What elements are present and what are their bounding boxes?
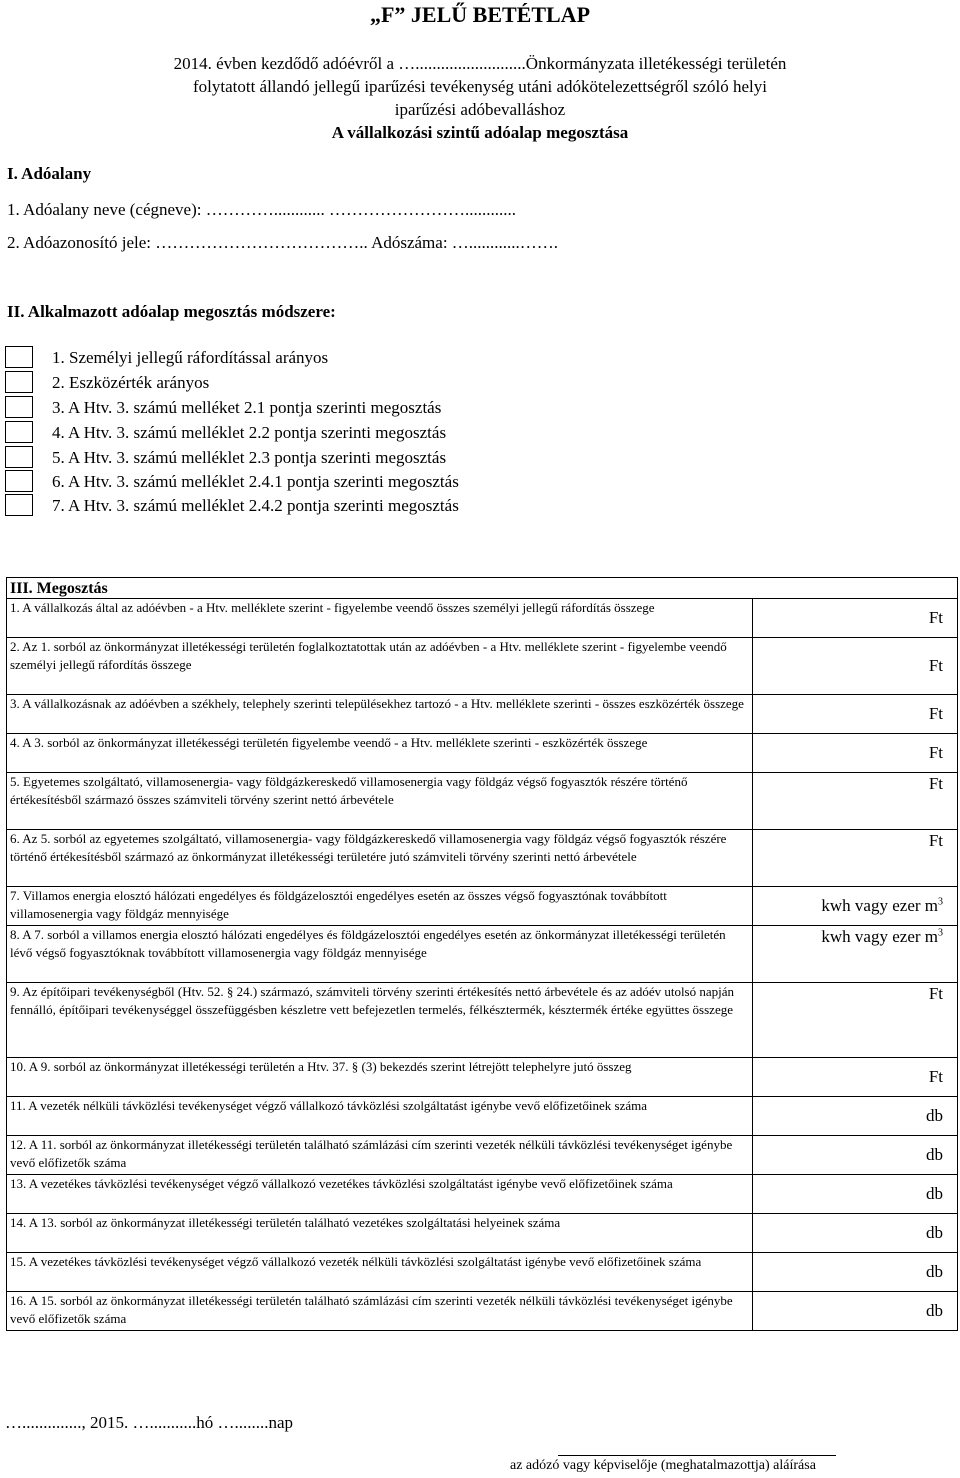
page-title: „F” JELŰ BETÉTLAP: [369, 2, 591, 27]
row-13-value[interactable]: [753, 1175, 958, 1214]
signature-label: az adózó vagy képviselője (meghatalmazottja) aláírása: [510, 1458, 816, 1473]
row-2-unit: Ft: [928, 656, 943, 675]
taxpayer-name-field[interactable]: 1. Adóalany neve (cégneve): …………............ ……………………............: [7, 200, 516, 219]
row-3-unit: Ft: [928, 704, 943, 723]
row-15-unit: db: [926, 1262, 943, 1281]
row-15-text: 15. A vezetékes távközlési tevékenységet végző vállalkozó vezeték nélküli távközlési szolgáltatást igénybe vevő előfizetőinek száma: [7, 1253, 753, 1292]
table-row: [7, 1136, 958, 1175]
table-row: [7, 599, 958, 638]
row-10-unit: Ft: [928, 1067, 943, 1086]
row-13-text: 13. A vezetékes távközlési tevékenységet végző vállalkozó vezetékes távközlési szolgáltatást igénybe vevő előfizetőinek száma: [7, 1175, 753, 1214]
row-15-value[interactable]: [753, 1253, 958, 1292]
option-2-label: 2. Eszközérték arányos: [52, 373, 210, 392]
section-3-heading: III. Megosztás: [7, 578, 958, 599]
table-header-row: [7, 578, 958, 599]
row-7-text: 7. Villamos energia elosztó hálózati engedélyes és földgázelosztói engedélyes esetén az összes végső fogyasztónak továbbított villamosenergia vagy földgáz mennyisége: [7, 887, 753, 926]
section-2-heading: II. Alkalmazott adóalap megosztás módszere:: [7, 302, 336, 321]
table-row: [7, 734, 958, 773]
row-3-value[interactable]: [753, 695, 958, 734]
row-8-value[interactable]: [753, 926, 958, 983]
row-10-value[interactable]: [753, 1058, 958, 1097]
row-4-value[interactable]: [753, 734, 958, 773]
option-1-checkbox[interactable]: [5, 346, 33, 368]
row-12-text: 12. A 11. sorból az önkormányzat illetékességi területén található számlázási cím szerinti vezeték nélküli távközlési tevékenységet igénybe vevő előfizetők száma: [7, 1136, 753, 1175]
row-2-text: 2. Az 1. sorból az önkormányzat illetékességi területén foglalkoztatottak után az adóévben - a Htv. melléklete szerint - figyelembe veendő személyi jellegű ráfordítás összege: [7, 638, 753, 695]
row-1-unit: Ft: [928, 608, 943, 627]
section-1-heading: I. Adóalany: [7, 164, 92, 183]
row-10-text: 10. A 9. sorból az önkormányzat illetékességi területén a Htv. 37. § (3) bekezdés szerint létrejött telephelyre jutó összeg: [7, 1058, 753, 1097]
row-9-value[interactable]: [753, 983, 958, 1058]
row-14-value[interactable]: [753, 1214, 958, 1253]
date-line[interactable]: ….............., 2015. …...........hó …........nap: [5, 1413, 294, 1432]
row-8-text: 8. A 7. sorból a villamos energia elosztó hálózati engedélyes és földgázelosztói engedélyes esetén az önkormányzat illetékességi területén lévő végső fogyasztóknak továbbított villamosenergia vagy földgáz mennyisége: [7, 926, 753, 983]
table-row: [7, 830, 958, 887]
row-9-unit: Ft: [928, 984, 943, 1003]
table-row: [7, 1253, 958, 1292]
option-7-label: 7. A Htv. 3. számú melléklet 2.4.2 pontja szerinti megosztás: [52, 496, 459, 515]
table-row: [7, 638, 958, 695]
row-11-text: 11. A vezeték nélküli távközlési tevékenységet végző vállalkozó távközlési szolgáltatást igénybe vevő előfizetőinek száma: [7, 1097, 753, 1136]
row-5-text: 5. Egyetemes szolgáltató, villamosenergia- vagy földgázkereskedő villamosenergia vagy földgáz végső fogyasztók részére történő értékesítésből származó összes számviteli törvény szerint nettó árbevétele: [7, 773, 753, 830]
option-6-checkbox[interactable]: [5, 470, 33, 492]
table-row: [7, 1214, 958, 1253]
allocation-table: [6, 577, 958, 1331]
row-14-text: 14. A 13. sorból az önkormányzat illetékességi területén található vezetékes szolgáltatási helyeinek száma: [7, 1214, 753, 1253]
row-12-unit: db: [926, 1145, 943, 1164]
row-12-value[interactable]: [753, 1136, 958, 1175]
row-1-value[interactable]: [753, 599, 958, 638]
row-16-value[interactable]: [753, 1292, 958, 1331]
option-5-checkbox[interactable]: [5, 446, 33, 468]
tax-id-field[interactable]: 2. Adóazonosító jele: ……………………………….. Adószáma: …............…….: [7, 233, 559, 252]
header-line-3: iparűzési adóbevalláshoz: [394, 100, 566, 119]
row-6-value[interactable]: [753, 830, 958, 887]
row-7-unit-sup: 3: [938, 896, 943, 908]
row-4-unit: Ft: [928, 743, 943, 762]
option-5-label: 5. A Htv. 3. számú melléklet 2.3 pontja szerinti megosztás: [52, 448, 447, 467]
signature-line[interactable]: [558, 1455, 836, 1456]
row-11-value[interactable]: [753, 1097, 958, 1136]
header-line-2: folytatott állandó jellegű iparűzési tevékenység utáni adókötelezettségről szóló helyi: [192, 77, 768, 96]
option-3-label: 3. A Htv. 3. számú melléket 2.1 pontja szerinti megosztás: [52, 398, 442, 417]
option-4-label: 4. A Htv. 3. számú melléklet 2.2 pontja szerinti megosztás: [52, 423, 447, 442]
table-row: [7, 926, 958, 983]
option-2-checkbox[interactable]: [5, 371, 33, 393]
option-6-label: 6. A Htv. 3. számú melléklet 2.4.1 pontja szerinti megosztás: [52, 472, 459, 491]
row-14-unit: db: [926, 1223, 943, 1242]
row-8-unit-sup: 3: [938, 927, 943, 939]
row-8-unit: kwh vagy ezer m: [821, 927, 938, 946]
row-11-unit: db: [926, 1106, 943, 1125]
row-3-text: 3. A vállalkozásnak az adóévben a székhely, telephely szerinti településekhez tartozó - a Htv. melléklete szerinti - összes eszközérték összege: [7, 695, 753, 734]
row-5-unit: Ft: [928, 774, 943, 793]
header-subtitle: A vállalkozási szintű adóalap megosztása: [331, 123, 629, 142]
option-4-checkbox[interactable]: [5, 421, 33, 443]
row-1-text: 1. A vállalkozás által az adóévben - a Htv. melléklete szerint - figyelembe veendő összes személyi jellegű ráfordítás összege: [7, 599, 753, 638]
option-3-checkbox[interactable]: [5, 396, 33, 418]
table-row: [7, 887, 958, 926]
row-2-value[interactable]: [753, 638, 958, 695]
option-1-label: 1. Személyi jellegű ráfordítással arányos: [52, 348, 329, 367]
row-6-unit: Ft: [928, 831, 943, 850]
row-7-value[interactable]: [753, 887, 958, 926]
row-13-unit: db: [926, 1184, 943, 1203]
option-7-checkbox[interactable]: [5, 494, 33, 516]
table-row: [7, 983, 958, 1058]
table-row: [7, 695, 958, 734]
row-16-text: 16. A 15. sorból az önkormányzat illetékességi területén található számlázási cím szerinti vezeték nélküli távközlési tevékenységet igénybe vevő előfizetők száma: [7, 1292, 753, 1331]
row-6-text: 6. Az 5. sorból az egyetemes szolgáltató, villamosenergia- vagy földgázkereskedő villamosenergia vagy földgáz végső fogyasztók részére történő értékesítésből származó az önkormányzat illetékességi területére jutó számviteli törvény szerinti nettó árbevétele: [7, 830, 753, 887]
table-row: [7, 773, 958, 830]
header-line-1: 2014. évben kezdődő adóévről a …..........................Önkormányzata illetékességi területén: [173, 54, 787, 73]
table-row: [7, 1097, 958, 1136]
table-row: [7, 1175, 958, 1214]
row-16-unit: db: [926, 1301, 943, 1320]
row-5-value[interactable]: [753, 773, 958, 830]
table-row: [7, 1292, 958, 1331]
table-row: [7, 1058, 958, 1097]
row-4-text: 4. A 3. sorból az önkormányzat illetékességi területén figyelembe veendő - a Htv. melléklete szerinti - eszközérték összege: [7, 734, 753, 773]
row-9-text: 9. Az építőipari tevékenységből (Htv. 52. § 24.) származó, számviteli törvény szerinti értékesítés nettó árbevétele és az adóév utolsó napján fennálló, építőipari tevékenységgel összefüggésben készletre vett befejezetlen termelés, félkésztermék, késztermék értéke együttes összege: [7, 983, 753, 1058]
row-7-unit: kwh vagy ezer m: [821, 896, 938, 915]
